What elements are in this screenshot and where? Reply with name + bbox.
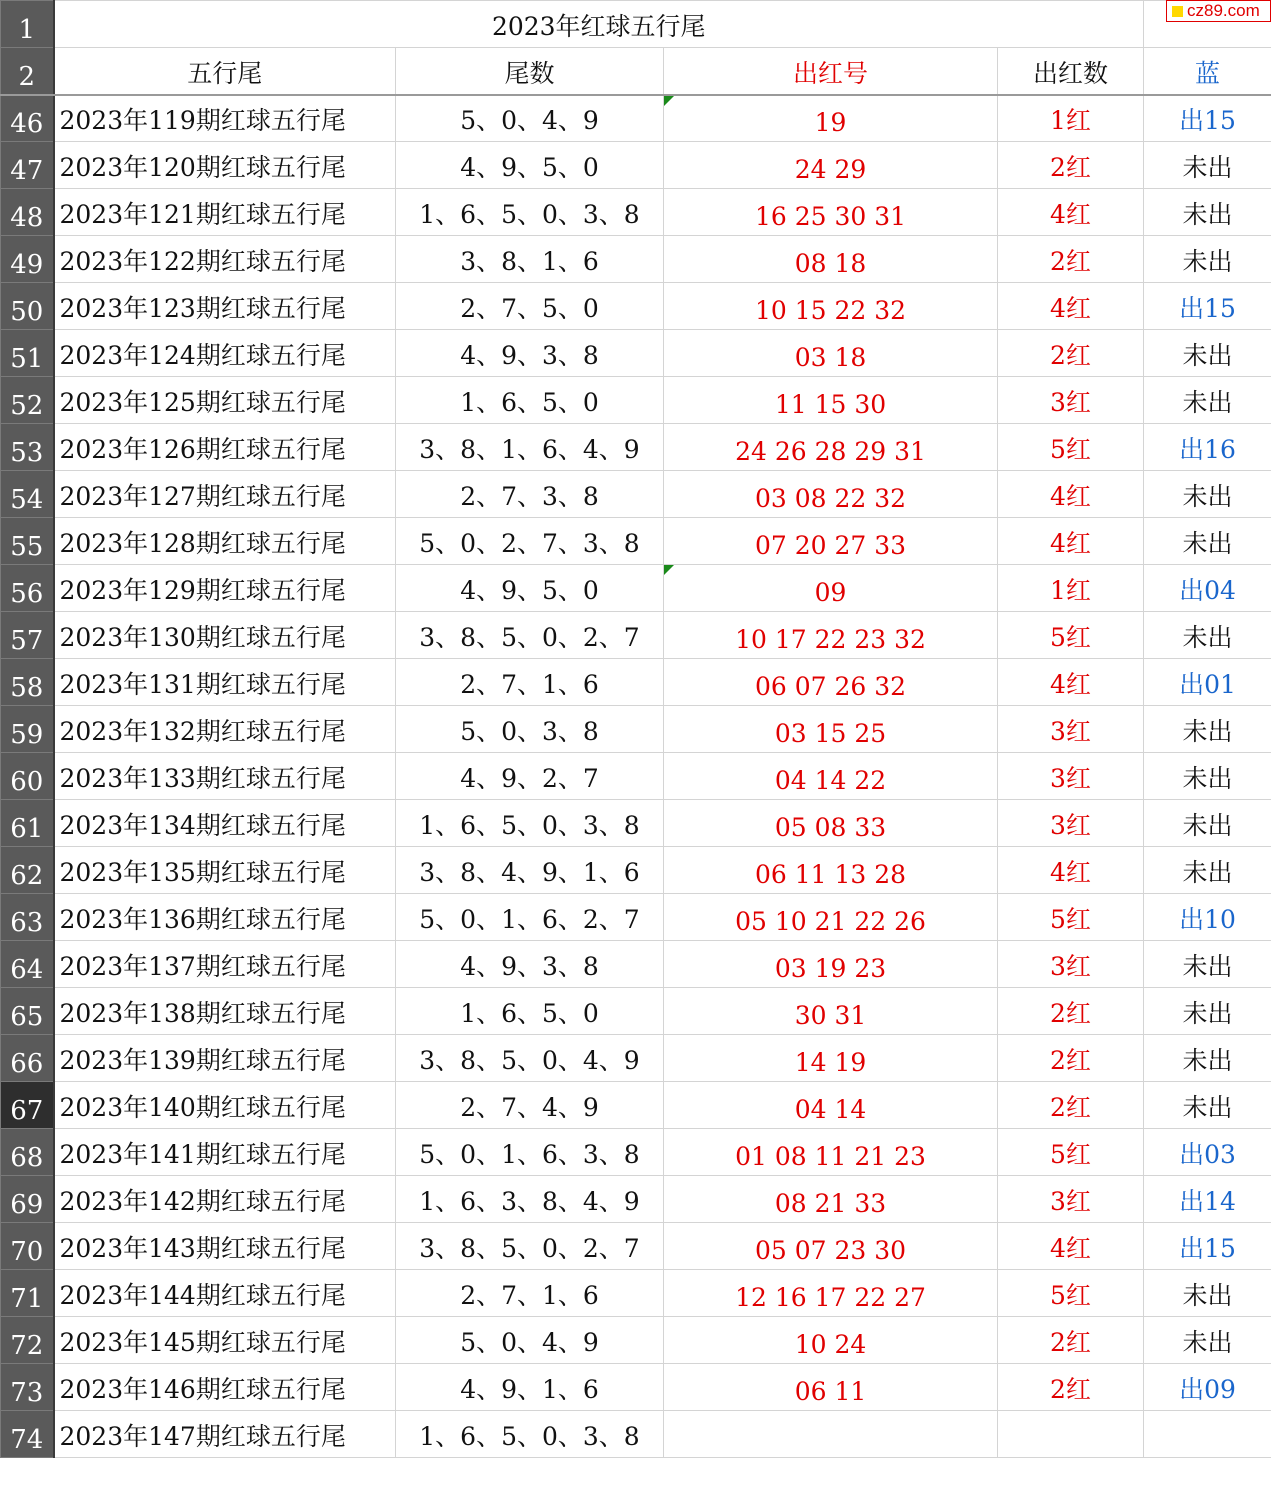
red-count-cell[interactable]: 5红 — [998, 1129, 1144, 1176]
header-tails[interactable]: 尾数 — [396, 48, 664, 95]
tails-cell[interactable]: 1、6、5、0 — [396, 377, 664, 424]
tails-cell[interactable]: 1、6、5、0、3、8 — [396, 800, 664, 847]
blue-cell[interactable]: 出04 — [1144, 565, 1271, 612]
row-header[interactable]: 70 — [1, 1223, 54, 1270]
red-count-cell[interactable]: 5红 — [998, 894, 1144, 941]
tails-cell[interactable]: 4、9、3、8 — [396, 330, 664, 377]
table-row — [1, 847, 1271, 894]
red-numbers-cell[interactable]: 05 08 33 — [664, 800, 998, 847]
blue-cell[interactable]: 未出 — [1144, 471, 1271, 518]
blue-cell[interactable]: 未出 — [1144, 706, 1271, 753]
tails-cell[interactable]: 1、6、3、8、4、9 — [396, 1176, 664, 1223]
table-row — [1, 330, 1271, 377]
blue-cell[interactable]: 未出 — [1144, 941, 1271, 988]
blue-cell[interactable]: 出16 — [1144, 424, 1271, 471]
blue-cell[interactable]: 未出 — [1144, 753, 1271, 800]
red-count-cell[interactable]: 4红 — [998, 847, 1144, 894]
red-numbers-cell[interactable]: 03 18 — [664, 330, 998, 377]
row-header[interactable]: 47 — [1, 142, 54, 189]
red-numbers-cell[interactable]: 03 15 25 — [664, 706, 998, 753]
table-row — [1, 236, 1271, 283]
red-count-cell[interactable]: 1红 — [998, 95, 1144, 142]
period-cell[interactable]: 2023年136期红球五行尾 — [54, 894, 396, 941]
blue-cell[interactable]: 出14 — [1144, 1176, 1271, 1223]
red-numbers-cell[interactable]: 10 15 22 32 — [664, 283, 998, 330]
red-numbers-cell[interactable]: 06 11 13 28 — [664, 847, 998, 894]
red-count-cell[interactable]: 4红 — [998, 283, 1144, 330]
blue-cell[interactable]: 出03 — [1144, 1129, 1271, 1176]
tails-cell[interactable]: 5、0、1、6、3、8 — [396, 1129, 664, 1176]
blue-cell[interactable]: 出01 — [1144, 659, 1271, 706]
tails-cell[interactable]: 3、8、1、6 — [396, 236, 664, 283]
red-count-cell[interactable] — [998, 1411, 1144, 1458]
tails-cell[interactable]: 1、6、5、0、3、8 — [396, 189, 664, 236]
row-header[interactable]: 54 — [1, 471, 54, 518]
tails-cell[interactable]: 4、9、2、7 — [396, 753, 664, 800]
row-header[interactable]: 60 — [1, 753, 54, 800]
red-count-cell[interactable]: 5红 — [998, 1270, 1144, 1317]
tails-cell[interactable]: 2、7、4、9 — [396, 1082, 664, 1129]
table-row — [1, 1364, 1271, 1411]
red-count-cell[interactable]: 4红 — [998, 471, 1144, 518]
red-count-cell[interactable]: 3红 — [998, 753, 1144, 800]
red-numbers-cell[interactable]: 11 15 30 — [664, 377, 998, 424]
table-row — [1, 1082, 1271, 1129]
period-cell[interactable]: 2023年123期红球五行尾 — [54, 283, 396, 330]
period-cell[interactable]: 2023年119期红球五行尾 — [54, 95, 396, 142]
row-header[interactable]: 58 — [1, 659, 54, 706]
logo-square-icon — [1172, 6, 1183, 17]
tails-cell[interactable]: 5、0、4、9 — [396, 1317, 664, 1364]
red-count-cell[interactable]: 2红 — [998, 236, 1144, 283]
red-count-cell[interactable]: 4红 — [998, 659, 1144, 706]
watermark-text: cz89.com — [1187, 1, 1260, 20]
row-header[interactable]: 73 — [1, 1364, 54, 1411]
period-cell[interactable]: 2023年131期红球五行尾 — [54, 659, 396, 706]
red-numbers-cell[interactable]: 19 — [664, 95, 998, 142]
red-numbers-cell[interactable]: 06 07 26 32 — [664, 659, 998, 706]
table-row — [1, 189, 1271, 236]
red-count-cell[interactable]: 3红 — [998, 1176, 1144, 1223]
row-header[interactable]: 1 — [1, 1, 54, 48]
row-header[interactable]: 61 — [1, 800, 54, 847]
row-header[interactable]: 50 — [1, 283, 54, 330]
title-row — [1, 1, 1271, 48]
blue-cell[interactable]: 未出 — [1144, 518, 1271, 565]
red-count-cell[interactable]: 2红 — [998, 1364, 1144, 1411]
row-header[interactable]: 62 — [1, 847, 54, 894]
blue-cell[interactable]: 未出 — [1144, 1082, 1271, 1129]
red-numbers-cell[interactable]: 16 25 30 31 — [664, 189, 998, 236]
red-numbers-cell[interactable]: 04 14 22 — [664, 753, 998, 800]
red-numbers-cell[interactable]: 07 20 27 33 — [664, 518, 998, 565]
tails-cell[interactable]: 3、8、5、0、2、7 — [396, 612, 664, 659]
period-cell[interactable]: 2023年128期红球五行尾 — [54, 518, 396, 565]
period-cell[interactable]: 2023年141期红球五行尾 — [54, 1129, 396, 1176]
table-row — [1, 1317, 1271, 1364]
row-header[interactable]: 52 — [1, 377, 54, 424]
tails-cell[interactable]: 1、6、5、0、3、8 — [396, 1411, 664, 1458]
tails-cell[interactable]: 5、0、2、7、3、8 — [396, 518, 664, 565]
red-numbers-cell[interactable]: 10 24 — [664, 1317, 998, 1364]
red-numbers-cell[interactable]: 05 07 23 30 — [664, 1223, 998, 1270]
red-numbers-cell[interactable] — [664, 1411, 998, 1458]
row-header[interactable]: 46 — [1, 95, 54, 142]
red-count-cell[interactable]: 2红 — [998, 330, 1144, 377]
tails-cell[interactable]: 4、9、1、6 — [396, 1364, 664, 1411]
table-row — [1, 377, 1271, 424]
table-row — [1, 800, 1271, 847]
table-row — [1, 283, 1271, 330]
period-cell[interactable]: 2023年125期红球五行尾 — [54, 377, 396, 424]
red-count-cell[interactable]: 5红 — [998, 612, 1144, 659]
comment-indicator-icon — [664, 565, 674, 575]
period-cell[interactable]: 2023年139期红球五行尾 — [54, 1035, 396, 1082]
header-blue[interactable]: 蓝 — [1144, 48, 1271, 95]
blue-cell[interactable]: 未出 — [1144, 1035, 1271, 1082]
red-count-cell[interactable]: 4红 — [998, 189, 1144, 236]
period-cell[interactable]: 2023年145期红球五行尾 — [54, 1317, 396, 1364]
tails-cell[interactable]: 3、8、5、0、4、9 — [396, 1035, 664, 1082]
row-header[interactable]: 71 — [1, 1270, 54, 1317]
table-row — [1, 753, 1271, 800]
site-watermark — [1166, 0, 1271, 22]
blue-cell[interactable]: 未出 — [1144, 236, 1271, 283]
period-cell[interactable]: 2023年144期红球五行尾 — [54, 1270, 396, 1317]
red-count-cell[interactable]: 2红 — [998, 1082, 1144, 1129]
red-count-cell[interactable]: 2红 — [998, 142, 1144, 189]
table-row — [1, 988, 1271, 1035]
row-header[interactable]: 74 — [1, 1411, 54, 1458]
table-row — [1, 95, 1271, 142]
period-cell[interactable]: 2023年140期红球五行尾 — [54, 1082, 396, 1129]
red-numbers-cell[interactable]: 05 10 21 22 26 — [664, 894, 998, 941]
column-header-row — [1, 48, 1271, 95]
tails-cell[interactable]: 3、8、1、6、4、9 — [396, 424, 664, 471]
tails-cell[interactable]: 2、7、5、0 — [396, 283, 664, 330]
period-cell[interactable]: 2023年147期红球五行尾 — [54, 1411, 396, 1458]
table-row — [1, 1223, 1271, 1270]
blue-cell[interactable]: 未出 — [1144, 142, 1271, 189]
row-header[interactable]: 59 — [1, 706, 54, 753]
red-numbers-cell[interactable]: 10 17 22 23 32 — [664, 612, 998, 659]
red-count-cell[interactable]: 2红 — [998, 1317, 1144, 1364]
comment-indicator-icon — [664, 96, 674, 106]
row-header[interactable]: 51 — [1, 330, 54, 377]
row-header[interactable]: 72 — [1, 1317, 54, 1364]
header-red-numbers[interactable]: 出红号 — [664, 48, 998, 95]
red-numbers-cell[interactable]: 08 21 33 — [664, 1176, 998, 1223]
period-cell[interactable]: 2023年143期红球五行尾 — [54, 1223, 396, 1270]
header-red-count[interactable]: 出红数 — [998, 48, 1144, 95]
period-cell[interactable]: 2023年137期红球五行尾 — [54, 941, 396, 988]
red-count-cell[interactable]: 4红 — [998, 518, 1144, 565]
row-header[interactable]: 57 — [1, 612, 54, 659]
row-header[interactable]: 63 — [1, 894, 54, 941]
blue-cell[interactable]: 未出 — [1144, 1317, 1271, 1364]
red-count-cell[interactable]: 3红 — [998, 941, 1144, 988]
period-cell[interactable]: 2023年130期红球五行尾 — [54, 612, 396, 659]
period-cell[interactable]: 2023年138期红球五行尾 — [54, 988, 396, 1035]
row-header[interactable]: 66 — [1, 1035, 54, 1082]
row-header[interactable]: 68 — [1, 1129, 54, 1176]
table-row — [1, 518, 1271, 565]
red-numbers-cell[interactable]: 24 26 28 29 31 — [664, 424, 998, 471]
blue-cell[interactable]: 出15 — [1144, 283, 1271, 330]
row-header[interactable]: 53 — [1, 424, 54, 471]
tails-cell[interactable]: 4、9、5、0 — [396, 142, 664, 189]
table-row — [1, 1270, 1271, 1317]
red-count-cell[interactable]: 1红 — [998, 565, 1144, 612]
period-cell[interactable]: 2023年126期红球五行尾 — [54, 424, 396, 471]
red-numbers-cell[interactable]: 14 19 — [664, 1035, 998, 1082]
row-header[interactable]: 67 — [1, 1082, 54, 1129]
table-row — [1, 1129, 1271, 1176]
blue-cell[interactable]: 出15 — [1144, 95, 1271, 142]
red-numbers-cell[interactable]: 03 08 22 32 — [664, 471, 998, 518]
period-cell[interactable]: 2023年146期红球五行尾 — [54, 1364, 396, 1411]
row-header[interactable]: 64 — [1, 941, 54, 988]
period-cell[interactable]: 2023年127期红球五行尾 — [54, 471, 396, 518]
blue-cell[interactable]: 出10 — [1144, 894, 1271, 941]
blue-cell[interactable] — [1144, 1411, 1271, 1458]
red-numbers-cell[interactable]: 06 11 — [664, 1364, 998, 1411]
tails-cell[interactable]: 5、0、1、6、2、7 — [396, 894, 664, 941]
table-row — [1, 706, 1271, 753]
period-cell[interactable]: 2023年135期红球五行尾 — [54, 847, 396, 894]
tails-cell[interactable]: 1、6、5、0 — [396, 988, 664, 1035]
red-numbers-cell[interactable]: 12 16 17 22 27 — [664, 1270, 998, 1317]
tails-cell[interactable]: 5、0、4、9 — [396, 95, 664, 142]
row-header[interactable]: 56 — [1, 565, 54, 612]
blue-cell[interactable]: 出15 — [1144, 1223, 1271, 1270]
period-cell[interactable]: 2023年120期红球五行尾 — [54, 142, 396, 189]
period-cell[interactable]: 2023年121期红球五行尾 — [54, 189, 396, 236]
table-row — [1, 424, 1271, 471]
red-count-cell[interactable]: 2红 — [998, 988, 1144, 1035]
period-cell[interactable]: 2023年129期红球五行尾 — [54, 565, 396, 612]
red-count-cell[interactable]: 3红 — [998, 377, 1144, 424]
period-cell[interactable]: 2023年142期红球五行尾 — [54, 1176, 396, 1223]
row-header[interactable]: 48 — [1, 189, 54, 236]
red-numbers-cell[interactable]: 08 18 — [664, 236, 998, 283]
period-cell[interactable]: 2023年134期红球五行尾 — [54, 800, 396, 847]
blue-cell[interactable]: 未出 — [1144, 988, 1271, 1035]
period-cell[interactable]: 2023年132期红球五行尾 — [54, 706, 396, 753]
tails-cell[interactable]: 2、7、3、8 — [396, 471, 664, 518]
table-row — [1, 471, 1271, 518]
period-cell[interactable]: 2023年122期红球五行尾 — [54, 236, 396, 283]
red-numbers-cell[interactable]: 01 08 11 21 23 — [664, 1129, 998, 1176]
row-header[interactable]: 2 — [1, 48, 54, 95]
row-header[interactable]: 69 — [1, 1176, 54, 1223]
blue-cell[interactable]: 未出 — [1144, 1270, 1271, 1317]
tails-cell[interactable]: 2、7、1、6 — [396, 1270, 664, 1317]
red-count-cell[interactable]: 3红 — [998, 800, 1144, 847]
blue-cell[interactable]: 未出 — [1144, 377, 1271, 424]
table-row — [1, 659, 1271, 706]
table-row — [1, 1176, 1271, 1223]
red-numbers-cell[interactable]: 30 31 — [664, 988, 998, 1035]
tails-cell[interactable]: 5、0、3、8 — [396, 706, 664, 753]
red-count-cell[interactable]: 5红 — [998, 424, 1144, 471]
red-count-cell[interactable]: 3红 — [998, 706, 1144, 753]
period-cell[interactable]: 2023年124期红球五行尾 — [54, 330, 396, 377]
tails-cell[interactable]: 4、9、3、8 — [396, 941, 664, 988]
red-numbers-cell[interactable]: 04 14 — [664, 1082, 998, 1129]
blue-cell[interactable]: 出09 — [1144, 1364, 1271, 1411]
red-numbers-cell[interactable]: 24 29 — [664, 142, 998, 189]
red-numbers-cell[interactable]: 03 19 23 — [664, 941, 998, 988]
row-header[interactable]: 49 — [1, 236, 54, 283]
tails-cell[interactable]: 3、8、4、9、1、6 — [396, 847, 664, 894]
period-cell[interactable]: 2023年133期红球五行尾 — [54, 753, 396, 800]
table-row — [1, 565, 1271, 612]
table-row — [1, 1411, 1271, 1458]
table-row — [1, 1035, 1271, 1082]
row-header[interactable]: 55 — [1, 518, 54, 565]
blue-cell[interactable]: 未出 — [1144, 189, 1271, 236]
blue-cell[interactable]: 未出 — [1144, 800, 1271, 847]
table-row — [1, 612, 1271, 659]
table-row — [1, 894, 1271, 941]
red-count-cell[interactable]: 2红 — [998, 1035, 1144, 1082]
blue-cell[interactable]: 未出 — [1144, 612, 1271, 659]
tails-cell[interactable]: 2、7、1、6 — [396, 659, 664, 706]
tails-cell[interactable]: 4、9、5、0 — [396, 565, 664, 612]
table-row — [1, 941, 1271, 988]
header-period[interactable]: 五行尾 — [54, 48, 396, 95]
tails-cell[interactable]: 3、8、5、0、2、7 — [396, 1223, 664, 1270]
red-numbers-cell[interactable]: 09 — [664, 565, 998, 612]
red-count-cell[interactable]: 4红 — [998, 1223, 1144, 1270]
sheet-title[interactable]: 2023年红球五行尾 — [54, 1, 1144, 48]
blue-cell[interactable]: 未出 — [1144, 847, 1271, 894]
blue-cell[interactable]: 未出 — [1144, 330, 1271, 377]
table-row — [1, 142, 1271, 189]
row-header[interactable]: 65 — [1, 988, 54, 1035]
